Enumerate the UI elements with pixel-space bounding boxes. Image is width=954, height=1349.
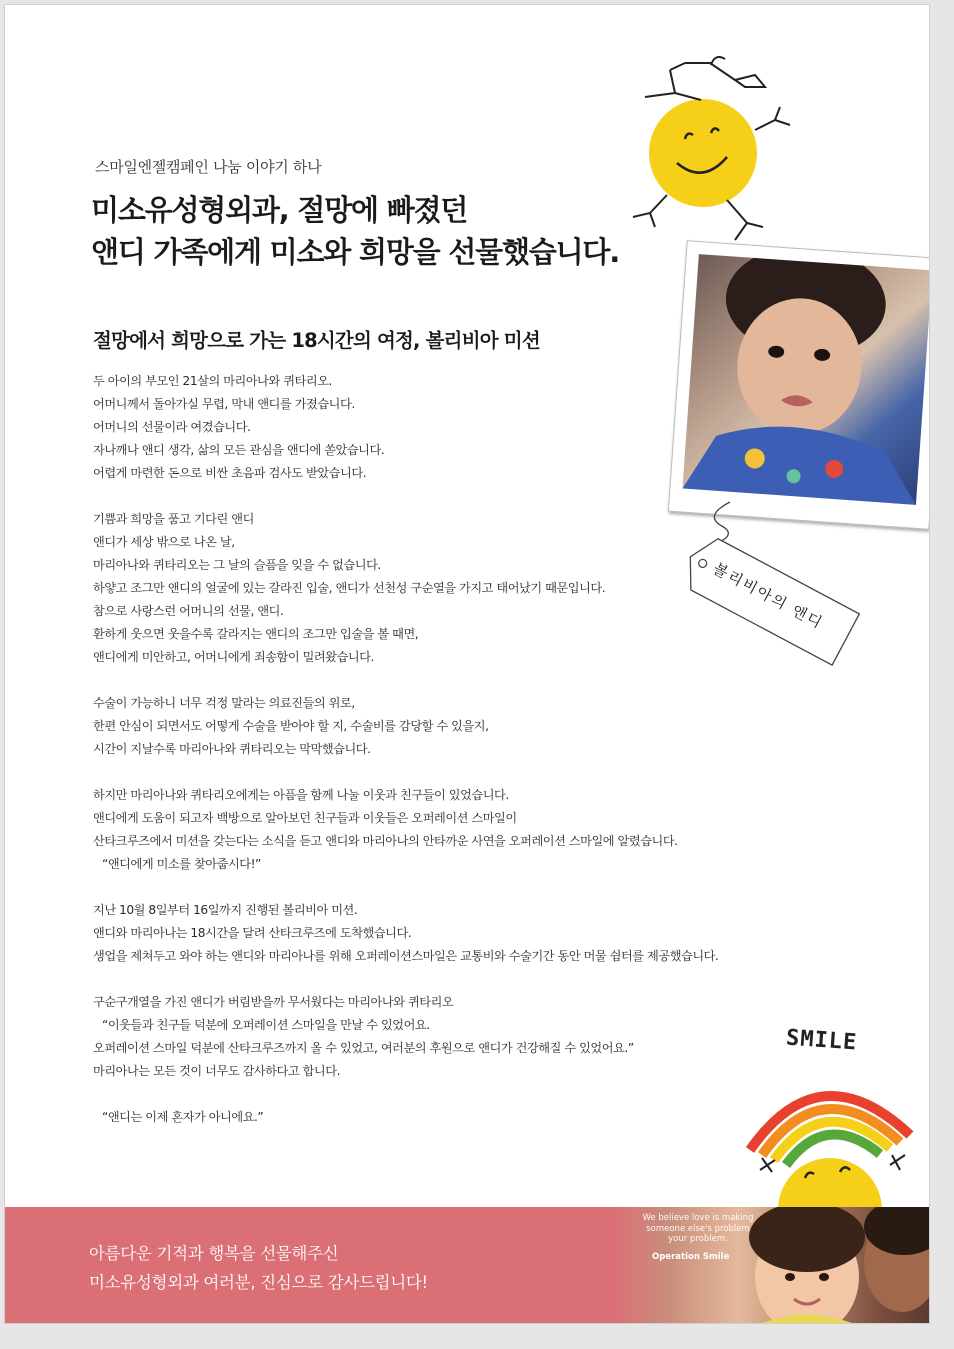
headline — [91, 189, 691, 273]
text-line: 어머니께서 돌아가실 무렵, 막내 앤디를 가졌습니다. — [93, 397, 355, 411]
text-line: 앤디와 마리아나는 18시간을 달려 산타크루즈에 도착했습니다. — [93, 926, 412, 940]
text-line: 기쁨과 희망을 품고 기다린 앤디 — [93, 512, 254, 526]
tagline-line: your problem. — [668, 1234, 728, 1244]
text-line: 시간이 지날수록 마리아나와 퀴타리오는 막막했습니다. — [93, 742, 371, 756]
rainbow-smiley — [740, 1060, 920, 1210]
text-line: 두 아이의 부모인 21살의 마리아나와 퀴타리오. — [93, 374, 332, 388]
text-line: 하얗고 조그만 앤디의 얼굴에 있는 갈라진 입술, 앤디가 선천성 구순열을 가지고 태어났기 때문입니다. — [93, 581, 606, 595]
banner-line: 아름다운 기적과 행복을 선물해주신 — [89, 1244, 339, 1263]
paragraph — [93, 692, 783, 761]
paragraph — [93, 991, 783, 1083]
text-line: 마리아나와 퀴타리오는 그 날의 슬픔을 잊을 수 없습니다. — [93, 558, 381, 572]
baby-photo-frame — [668, 240, 930, 530]
text-line: 지난 10월 8일부터 16일까지 진행된 볼리비아 미션. — [93, 903, 358, 917]
banner-line: 미소유성형외과 여러분, 진심으로 감사드립니다! — [89, 1273, 428, 1292]
org-tagline — [628, 1213, 768, 1245]
paragraph — [93, 784, 783, 876]
text-line: 환하게 웃으면 웃을수록 갈라지는 앤디의 조그만 입술을 볼 때면, — [93, 627, 419, 641]
text-line: 수술이 가능하니 너무 걱정 말라는 의료진들의 위로, — [93, 696, 355, 710]
tag-label: 볼리비아의 앤디 — [710, 559, 827, 633]
subhead: 절망에서 희망으로 가는 18시간의 여정, 볼리비아 미션 — [93, 329, 540, 352]
text-line: 마리아나는 모든 것이 너무도 감사하다고 합니다. — [93, 1064, 341, 1078]
baby-photo — [682, 254, 930, 505]
quote-line: “이웃들과 친구들 덕분에 오퍼레이션 스마일을 만날 수 있었어요. — [102, 1018, 430, 1032]
text-line: 한편 안심이 되면서도 어떻게 수술을 받아야 할 지, 수술비를 감당할 수 있을지, — [93, 719, 489, 733]
campaign-kicker: 스마일엔젤캠페인 나눔 이야기 하나 — [95, 158, 322, 176]
text-line: 산타크루즈에서 미션을 갖는다는 소식을 듣고 앤디와 마리아나의 안타까운 사연을 오퍼레이션 스마일에 알렸습니다. — [93, 834, 678, 848]
text-line: 어머니의 선물이라 여겼습니다. — [93, 420, 251, 434]
text-line: 앤디에게 미안하고, 어머니에게 죄송함이 밀려왔습니다. — [93, 650, 374, 664]
text-line: 자나깨나 앤디 생각, 삶의 모든 관심을 앤디에 쏟았습니다. — [93, 443, 385, 457]
closing-quote: “앤디는 이제 혼자가 아니에요.” — [102, 1110, 264, 1124]
text-line: 앤디가 세상 밖으로 나온 날, — [93, 535, 235, 549]
operation-smile-logo: Operation Smile — [652, 1252, 730, 1262]
banner-message — [89, 1239, 428, 1297]
text-line: 참으로 사랑스런 어머니의 선물, 앤디. — [93, 604, 284, 618]
paragraph — [93, 899, 783, 968]
quote-line: “앤디에게 미소를 찾아줍시다!” — [102, 857, 261, 871]
tagline-line: someone else's problem — [646, 1223, 750, 1234]
headline-line: 미소유성형외과, 절망에 빠졌던 — [91, 193, 468, 227]
text-line: 하지만 마리아나와 퀴타리오에게는 아픔을 함께 나눌 이웃과 친구들이 있었습니다. — [93, 788, 509, 802]
headline-line: 앤디 가족에게 미소와 희망을 선물했습니다. — [91, 235, 620, 269]
page — [4, 4, 930, 1324]
text-line: 어렵게 마련한 돈으로 비싼 초음파 검사도 받았습니다. — [93, 466, 367, 480]
text-line: 오퍼레이션 스마일 덕분에 산타크루즈까지 올 수 있었고, 여러분의 후원으로 앤디가 건강해질 수 있었어요.” — [93, 1041, 634, 1055]
smile-word: SMILE — [785, 1025, 859, 1056]
text-line: 구순구개열을 가진 앤디가 버림받을까 무서웠다는 마리아나와 퀴타리오 — [93, 995, 454, 1009]
text-line: 앤디에게 도움이 되고자 백방으로 알아보던 친구들과 이웃들은 오퍼레이션 스마일이 — [93, 811, 517, 825]
thanks-banner — [5, 1207, 929, 1323]
text-line: 생업을 제쳐두고 와야 하는 앤디와 마리아나를 위해 오퍼레이션스마일은 교통비와 수술기간 동안 머물 쉼터를 제공했습니다. — [93, 949, 719, 963]
tagline-line: We believe love is making — [642, 1213, 754, 1223]
banner-photo — [612, 1207, 929, 1323]
